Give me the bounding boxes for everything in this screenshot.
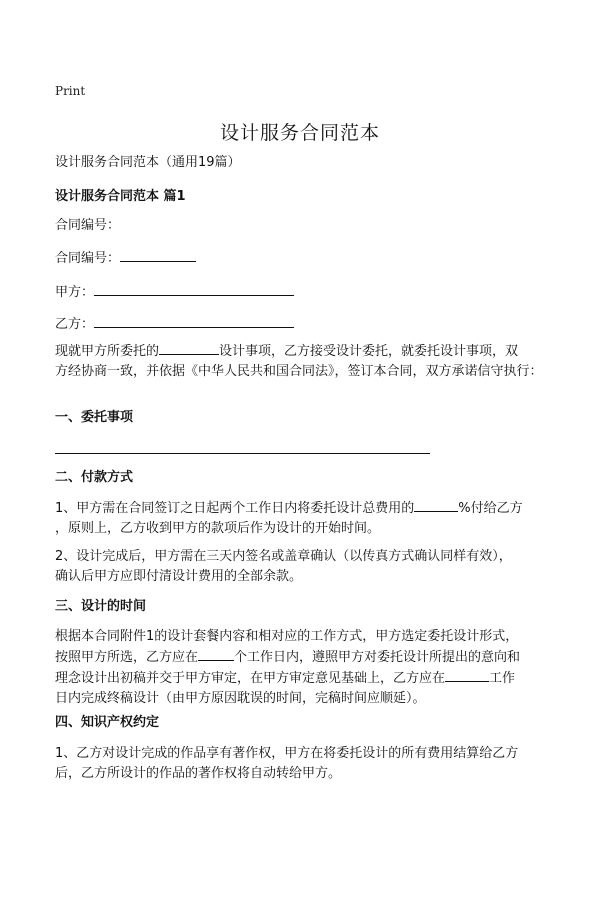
contract-number-row — [55, 248, 196, 269]
time-line-2-text-2: 个工作日内，遵照甲方对委托设计所提出的意向和 — [234, 650, 521, 665]
section-4-heading: 四、知识产权约定 — [55, 715, 160, 730]
time-line-2-text-1: 按照甲方所选，乙方应在 — [55, 650, 199, 665]
intro-line-1 — [55, 341, 555, 362]
payment-2-line-2: 确认后甲方应即付清设计费用的全部余款。 — [55, 569, 303, 584]
time-paragraph — [55, 627, 555, 709]
section-1-heading: 一、委托事项 — [55, 410, 134, 425]
party-b-blank — [94, 314, 294, 328]
article-heading: 设计服务合同范本 篇1 — [55, 189, 186, 204]
party-a-blank — [94, 282, 294, 296]
time-line-3-text-1: 理念设计出初稿并交于甲方审定，在甲方审定意见基础上，乙方应在 — [55, 671, 446, 686]
print-link[interactable]: Print — [55, 84, 86, 98]
payment-1-text-2: %付给乙方 — [458, 501, 523, 516]
time-line-1: 根据本合同附件1的设计套餐内容和相对应的工作方式，甲方选定委托设计形式， — [55, 629, 519, 644]
final-draft-days-blank — [445, 668, 489, 682]
payment-2-line-1: 2、设计完成后，甲方需在三天内签名或盖章确认（以传真方式确认同样有效）， — [55, 549, 512, 564]
time-line-3 — [55, 668, 555, 689]
payment-1-text-1: 1、甲方需在合同签订之日起两个工作日内将委托设计总费用的 — [55, 501, 415, 516]
party-b-row — [55, 314, 294, 335]
working-days-blank — [198, 647, 234, 661]
contract-number-label-2: 合同编号： — [55, 251, 121, 266]
ip-line-1: 1、乙方对设计完成的作品享有著作权，甲方在将委托设计的所有费用结算给乙方 — [55, 746, 519, 761]
party-a-row — [55, 282, 294, 303]
time-line-2 — [55, 647, 555, 668]
document-title: 设计服务合同范本 — [219, 122, 380, 144]
payment-1-line-1 — [55, 498, 555, 519]
document-subtitle: 设计服务合同范本（通用19篇） — [55, 155, 241, 170]
payment-paragraph-2 — [55, 547, 555, 587]
intro-paragraph — [55, 341, 555, 382]
intro-text-1: 现就甲方所委托的 — [55, 344, 160, 359]
intro-blank — [159, 341, 219, 355]
contract-number-blank — [120, 248, 196, 262]
time-line-4: 日内完成终稿设计（由甲方原因耽误的时间，完稿时间应顺延）。 — [55, 691, 426, 706]
section-2-heading: 二、付款方式 — [55, 470, 134, 485]
ip-paragraph — [55, 744, 555, 784]
party-a-label: 甲方： — [55, 285, 95, 300]
entrusted-matters-blank-line — [55, 453, 430, 454]
ip-line-2: 后，乙方所设计的作品的著作权将自动转给甲方。 — [55, 766, 342, 781]
payment-percent-blank — [414, 498, 458, 512]
intro-text-2: 设计事项，乙方接受设计委托，就委托设计事项，双 — [219, 344, 519, 359]
payment-1-line-2: ，原则上，乙方收到甲方的款项后作为设计的开始时间。 — [55, 521, 381, 536]
intro-line-2: 方经协商一致，并依据《中华人民共和国合同法》，签订本合同，双方承诺信守执行： — [55, 364, 543, 379]
section-3-heading: 三、设计的时间 — [55, 599, 147, 614]
contract-number-label-1: 合同编号： — [55, 218, 121, 233]
time-line-3-text-2: 工作 — [489, 671, 516, 686]
payment-paragraph-1 — [55, 498, 555, 539]
party-b-label: 乙方： — [55, 317, 95, 332]
